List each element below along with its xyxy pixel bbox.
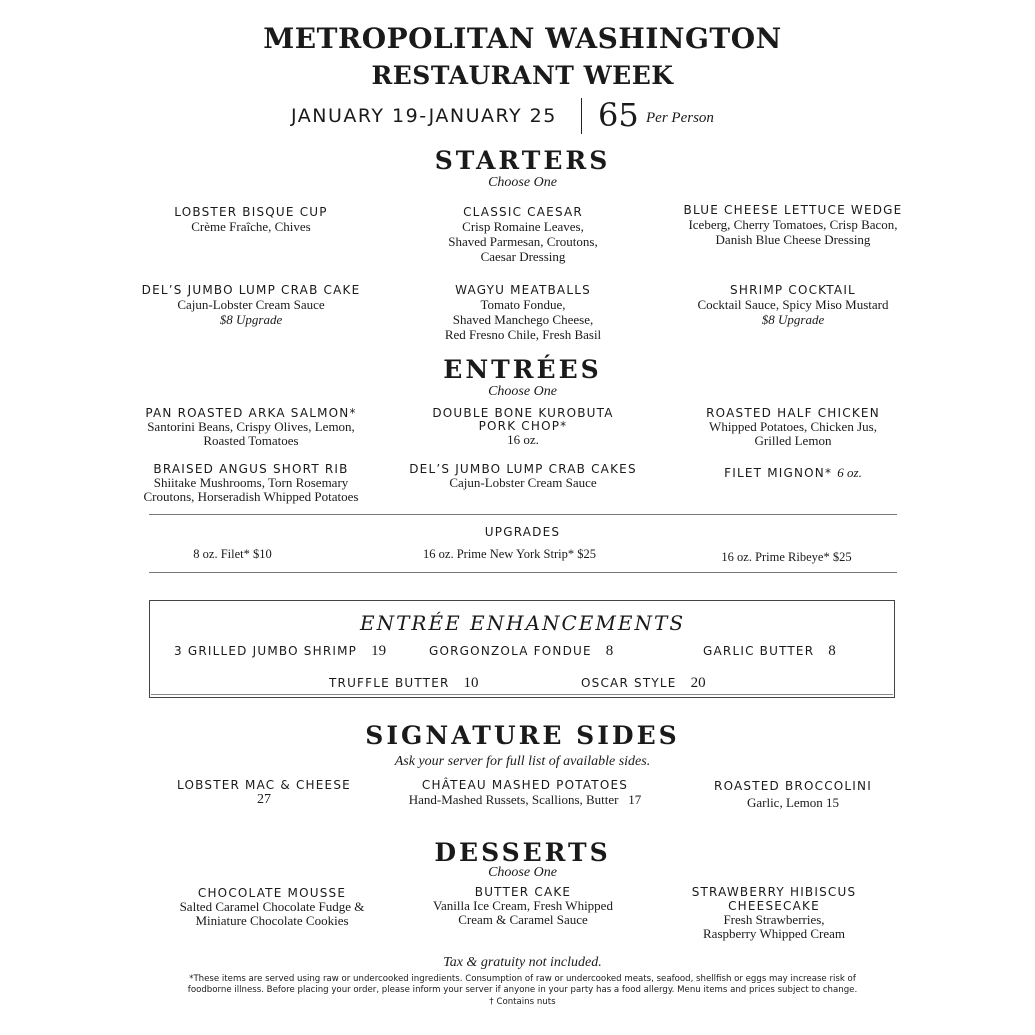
item-price: 20 [690, 675, 706, 691]
tax-note: Tax & gratuity not included. [443, 955, 602, 970]
item-price: 10 [463, 675, 479, 691]
item-desc: Tomato Fondue, [480, 297, 566, 312]
item-desc: Cajun-Lobster Cream Sauce [177, 297, 325, 312]
item-name: BLUE CHEESE LETTUCE WEDGE [683, 203, 903, 217]
entree-item [120, 406, 382, 448]
item-desc: Crème Fraîche, Chives [191, 219, 311, 234]
item-desc: Iceberg, Cherry Tomatoes, Crisp Bacon, [688, 217, 898, 232]
item-name: DOUBLE BONE KUROBUTA [432, 406, 614, 420]
item-desc: Whipped Potatoes, Chicken Jus, [709, 419, 877, 434]
starter-item [662, 203, 924, 247]
menu-subtitle: RESTAURANT WEEK [371, 61, 674, 90]
item-name: ROASTED HALF CHICKEN [706, 406, 880, 420]
item-desc: Garlic, Lemon 15 [746, 795, 840, 810]
enhancement-item [174, 640, 386, 660]
item-desc: Miniature Chocolate Cookies [195, 913, 349, 928]
upgrades-title: UPGRADES [484, 525, 561, 539]
item-name: BUTTER CAKE [474, 885, 572, 899]
entree-item [392, 406, 654, 447]
entree-item [662, 462, 924, 481]
item-name-cont: PORK CHOP* [478, 419, 568, 433]
item-name: ROASTED BROCCOLINI [714, 779, 872, 793]
starter-item [120, 205, 382, 234]
disclaimer-line: *These items are served using raw or undercooked ingredients. Consumption of raw or undercooked meats, seafood, shellfish or eggs may increase risk of [189, 974, 856, 984]
item-name: OSCAR STYLE [581, 676, 677, 690]
dessert-item [648, 885, 900, 941]
item-desc: Shaved Manchego Cheese, [452, 312, 594, 327]
item-price: 19 [371, 643, 387, 659]
sides-title: SIGNATURE SIDES [365, 721, 680, 750]
upgrade-option: 8 oz. Filet* $10 [193, 547, 272, 561]
divider [149, 514, 897, 515]
divider [149, 572, 897, 573]
disclaimer [150, 974, 895, 1008]
starter-item [392, 205, 654, 264]
item-name: LOBSTER BISQUE CUP [174, 205, 328, 219]
item-price: 27 [257, 792, 271, 807]
entree-item [120, 462, 382, 504]
item-desc: Vanilla Ice Cream, Fresh Whipped [433, 898, 613, 913]
item-name: DEL’S JUMBO LUMP CRAB CAKES [409, 462, 637, 476]
item-name: LOBSTER MAC & CHEESE [177, 778, 351, 792]
item-desc: Cream & Caramel Sauce [458, 912, 588, 927]
starters-choose: Choose One [488, 175, 557, 190]
upgrade-option: 16 oz. Prime Ribeye* $25 [721, 550, 852, 564]
item-name: PAN ROASTED ARKA SALMON* [145, 406, 357, 420]
enhancement-item [581, 672, 706, 692]
side-item [680, 779, 906, 810]
entree-item [392, 462, 654, 490]
entrees-choose: Choose One [488, 384, 557, 399]
item-upgrade-note: $8 Upgrade [761, 312, 825, 327]
side-item [380, 778, 670, 807]
item-desc: Red Fresno Chile, Fresh Basil [444, 327, 602, 342]
item-name: CHOCOLATE MOUSSE [197, 886, 347, 900]
item-desc: Grilled Lemon [754, 433, 832, 448]
enhancement-item [329, 672, 479, 692]
item-desc: Salted Caramel Chocolate Fudge & [179, 899, 365, 914]
item-price: 8 [828, 643, 836, 659]
item-name: WAGYU MEATBALLS [455, 283, 591, 297]
starter-item [120, 283, 382, 327]
header-divider [581, 98, 582, 134]
item-name: CHÂTEAU MASHED POTATOES [421, 778, 629, 792]
item-name: SHRIMP COCKTAIL [730, 283, 856, 297]
entrees-title: ENTRÉES [443, 355, 602, 384]
item-desc: Raspberry Whipped Cream [703, 926, 845, 941]
item-name: CLASSIC CAESAR [463, 205, 583, 219]
desserts-choose: Choose One [488, 865, 557, 880]
item-desc: Cocktail Sauce, Spicy Miso Mustard [697, 297, 889, 312]
starter-item [392, 283, 654, 342]
enhancement-item [703, 640, 836, 660]
item-name: FILET MIGNON* [724, 466, 833, 480]
price: 65 [598, 96, 639, 134]
item-size: 6 oz. [837, 465, 862, 480]
item-desc: 16 oz. [507, 432, 539, 447]
item-name: STRAWBERRY HIBISCUS CHEESECAKE [691, 885, 857, 913]
upgrade-option: 16 oz. Prime New York Strip* $25 [423, 547, 596, 561]
item-name: TRUFFLE BUTTER [329, 676, 450, 690]
entree-item [662, 406, 924, 448]
item-name: BRAISED ANGUS SHORT RIB [153, 462, 349, 476]
enhancements-title: ENTRÉE ENHANCEMENTS [359, 611, 686, 635]
nuts-note: † Contains nuts [489, 997, 556, 1007]
menu-title: METROPOLITAN WASHINGTON [263, 22, 782, 55]
item-name: GARLIC BUTTER [703, 644, 815, 658]
item-desc: Cajun-Lobster Cream Sauce [449, 475, 597, 490]
item-name: DEL’S JUMBO LUMP CRAB CAKE [141, 283, 361, 297]
sides-subtitle: Ask your server for full list of available sides. [394, 754, 651, 769]
starter-item [662, 283, 924, 327]
dates: JANUARY 19-JANUARY 25 [291, 105, 557, 127]
dessert-item [150, 886, 394, 928]
disclaimer-line: foodborne illness. Before placing your order, please inform your server if anyone in your party has a food allergy. Menu items and prices subject to change. [187, 985, 858, 995]
desserts-title: DESSERTS [434, 838, 611, 867]
starters-title: STARTERS [434, 146, 611, 175]
item-name: 3 GRILLED JUMBO SHRIMP [174, 644, 358, 658]
item-name: GORGONZOLA FONDUE [429, 644, 592, 658]
item-desc: Shaved Parmesan, Croutons, [448, 234, 598, 249]
item-desc: Roasted Tomatoes [203, 433, 299, 448]
enhancement-item [429, 640, 613, 660]
item-desc: Santorini Beans, Crispy Olives, Lemon, [147, 419, 355, 434]
item-desc: Hand-Mashed Russets, Scallions, Butter 17 [408, 792, 642, 807]
item-price: 8 [605, 643, 614, 659]
item-upgrade-note: $8 Upgrade [219, 312, 283, 327]
item-desc: Crisp Romaine Leaves, [462, 219, 584, 234]
item-desc: Croutons, Horseradish Whipped Potatoes [143, 489, 359, 504]
side-item [150, 778, 378, 807]
item-desc: Caesar Dressing [480, 249, 566, 264]
item-desc: Shiitake Mushrooms, Torn Rosemary [153, 475, 349, 490]
dessert-item [405, 885, 641, 927]
item-desc: Fresh Strawberries, [723, 912, 825, 927]
per-person: Per Person [646, 110, 714, 126]
item-desc: Danish Blue Cheese Dressing [715, 232, 871, 247]
